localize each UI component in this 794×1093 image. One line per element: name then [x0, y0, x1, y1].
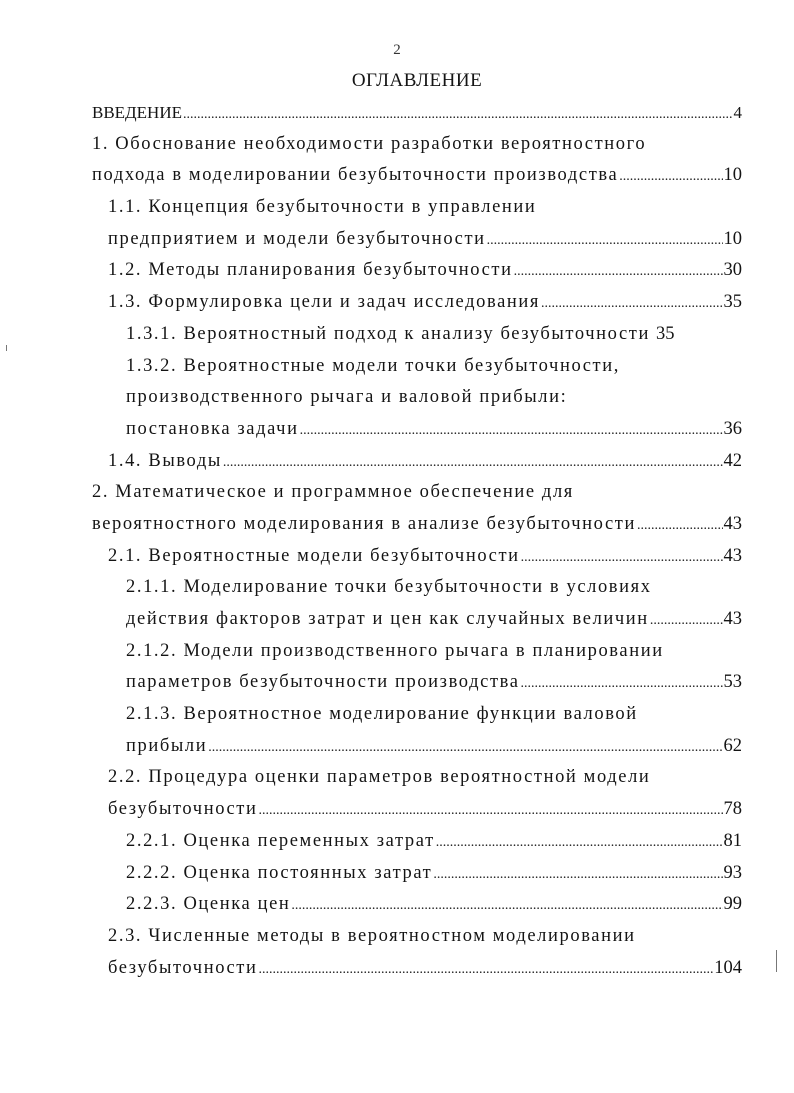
- toc-leader-dots: [300, 415, 723, 447]
- toc-leader-dots: [521, 542, 723, 574]
- toc-leader-dots: [208, 732, 722, 764]
- toc-entry-2-1: [92, 541, 742, 573]
- toc-entry-text: действия факторов затрат и цен как случайных величин: [126, 609, 649, 629]
- toc-entry-text: 1.3.1. Вероятностный подход к анализу безубыточности: [126, 323, 650, 344]
- toc-entry-page: 93: [723, 862, 742, 883]
- toc-title: ОГЛАВЛЕНИЕ: [351, 70, 483, 91]
- toc-entry-text: ВВЕДЕНИЕ: [92, 103, 182, 122]
- toc-entry-page: 30: [723, 260, 742, 281]
- toc-entry-text: вероятностного моделирования в анализе безубыточности: [92, 513, 636, 534]
- toc-entry-2-3-cont: [92, 953, 742, 985]
- toc-leader-dots: [487, 225, 723, 257]
- toc-entry-1-3-2-cont: [92, 382, 742, 414]
- toc-entry-page: 36: [723, 418, 742, 439]
- toc-entry-2-1-2: [92, 636, 742, 668]
- toc-entry-chapter-2: [92, 477, 742, 509]
- toc-leader-dots: [619, 161, 722, 193]
- toc-entry-2-2-cont: [92, 794, 742, 826]
- toc-entry-1-1: [92, 192, 742, 224]
- toc-entry-1-2: [92, 255, 742, 287]
- scan-artifact-mark: [776, 950, 777, 972]
- toc-entry-text: 2.1. Вероятностные модели безубыточности: [108, 545, 520, 566]
- toc-leader-dots: [291, 890, 722, 922]
- toc-leader-dots: [541, 288, 723, 320]
- toc-entry-2-1-1-cont: [92, 604, 742, 636]
- toc-entry-text: безубыточности: [108, 799, 258, 820]
- toc-leader-dots: [650, 605, 723, 637]
- toc-entry-page: 35: [655, 323, 675, 344]
- toc-entry-1-1-cont: [92, 224, 742, 256]
- toc-entry-text: прибыли: [126, 735, 208, 756]
- toc-entry-text: 1.3. Формулировка цели и задач исследования: [108, 292, 540, 313]
- toc-entry-text: 1.1. Концепция безубыточности в управлении: [108, 197, 537, 218]
- toc-leader-dots: [259, 795, 723, 827]
- toc-entry-text: 2.2.2. Оценка постоянных затрат: [126, 862, 433, 883]
- toc-entry-text: подхода в моделировании безубыточности производства: [92, 165, 619, 186]
- toc-entry-page: 10: [723, 228, 742, 249]
- toc-entry-text: 2.3. Численные методы в вероятностном моделировании: [108, 925, 636, 946]
- toc-entry-text: безубыточности: [108, 957, 258, 978]
- toc-entry-page: 99: [723, 894, 742, 915]
- toc-entry-page: 4: [733, 103, 742, 122]
- toc-leader-dots: [514, 256, 723, 288]
- toc-entry-chapter-1: [92, 129, 742, 161]
- toc-entry-1-3: [92, 287, 742, 319]
- toc-entry-page: 43: [723, 545, 742, 566]
- toc-leader-dots: [259, 954, 714, 986]
- toc-entry-text: 1.3.2. Вероятностные модели точки безубыточности,: [126, 355, 620, 376]
- toc-entry-chapter-2-cont: [92, 509, 742, 541]
- toc-entry-text: 1.4. Выводы: [108, 450, 222, 471]
- toc-entry-page: 43: [723, 513, 742, 534]
- toc-entry-text: 2.1.2. Модели производственного рычага в планировании: [126, 640, 664, 661]
- scan-artifact-mark: [6, 345, 7, 351]
- toc-entry-page: 81: [723, 830, 742, 851]
- toc-entry-chapter-1-cont: [92, 160, 742, 192]
- toc-entry-1-3-1: [92, 319, 742, 351]
- toc-entry-introduction: [92, 97, 742, 129]
- toc-entry-page: 78: [723, 799, 742, 820]
- toc-entry-text: 2.1.3. Вероятностное моделирование функции валовой: [126, 704, 638, 725]
- toc-entry-text: производственного рычага и валовой прибыли:: [126, 387, 568, 408]
- toc-entry-text: параметров безубыточности производства: [126, 672, 520, 693]
- toc-entry-page: 43: [723, 609, 742, 629]
- toc-entry-page: 10: [723, 165, 742, 186]
- toc-entry-page: 104: [714, 957, 742, 978]
- toc-entry-page: 42: [723, 450, 742, 471]
- toc-entry-page: 62: [723, 735, 742, 756]
- toc-entry-2-1-3-cont: [92, 731, 742, 763]
- table-of-contents: [92, 97, 742, 984]
- toc-entry-2-2-2: [92, 858, 742, 890]
- toc-entry-page: 53: [723, 672, 742, 693]
- toc-leader-dots: [223, 447, 723, 479]
- toc-entry-text: 1.2. Методы планирования безубыточности: [108, 260, 513, 281]
- toc-leader-dots: [521, 668, 723, 700]
- toc-entry-2-2-1: [92, 826, 742, 858]
- toc-leader-dots: [433, 859, 722, 891]
- toc-entry-1-3-2: [92, 351, 742, 383]
- toc-entry-2-1-2-cont: [92, 667, 742, 699]
- toc-entry-text: 2.1.1. Моделирование точки безубыточности в условиях: [126, 577, 652, 598]
- toc-entry-1-3-2-cont2: [92, 414, 742, 446]
- toc-entry-text: 2.2. Процедура оценки параметров вероятностной модели: [108, 767, 651, 788]
- toc-entry-2-3: [92, 921, 742, 953]
- toc-entry-text: 2.2.3. Оценка цен: [126, 894, 291, 915]
- toc-entry-2-1-3: [92, 699, 742, 731]
- page-number: 2: [393, 42, 401, 58]
- toc-entry-2-2-3: [92, 889, 742, 921]
- toc-leader-dots: [637, 510, 723, 542]
- toc-entry-text: предприятием и модели безубыточности: [108, 228, 486, 249]
- toc-entry-text: постановка задачи: [126, 418, 299, 439]
- toc-entry-1-4: [92, 446, 742, 478]
- toc-entry-2-1-1: [92, 572, 742, 604]
- toc-leader-dots: [436, 827, 723, 859]
- toc-entry-text: 2.2.1. Оценка переменных затрат: [126, 830, 435, 851]
- toc-entry-text: 2. Математическое и программное обеспечение для: [92, 482, 574, 503]
- toc-entry-2-2: [92, 762, 742, 794]
- toc-entry-page: 35: [723, 292, 742, 313]
- toc-entry-text: 1. Обоснование необходимости разработки вероятностного: [92, 133, 647, 154]
- toc-leader-dots: [183, 99, 733, 131]
